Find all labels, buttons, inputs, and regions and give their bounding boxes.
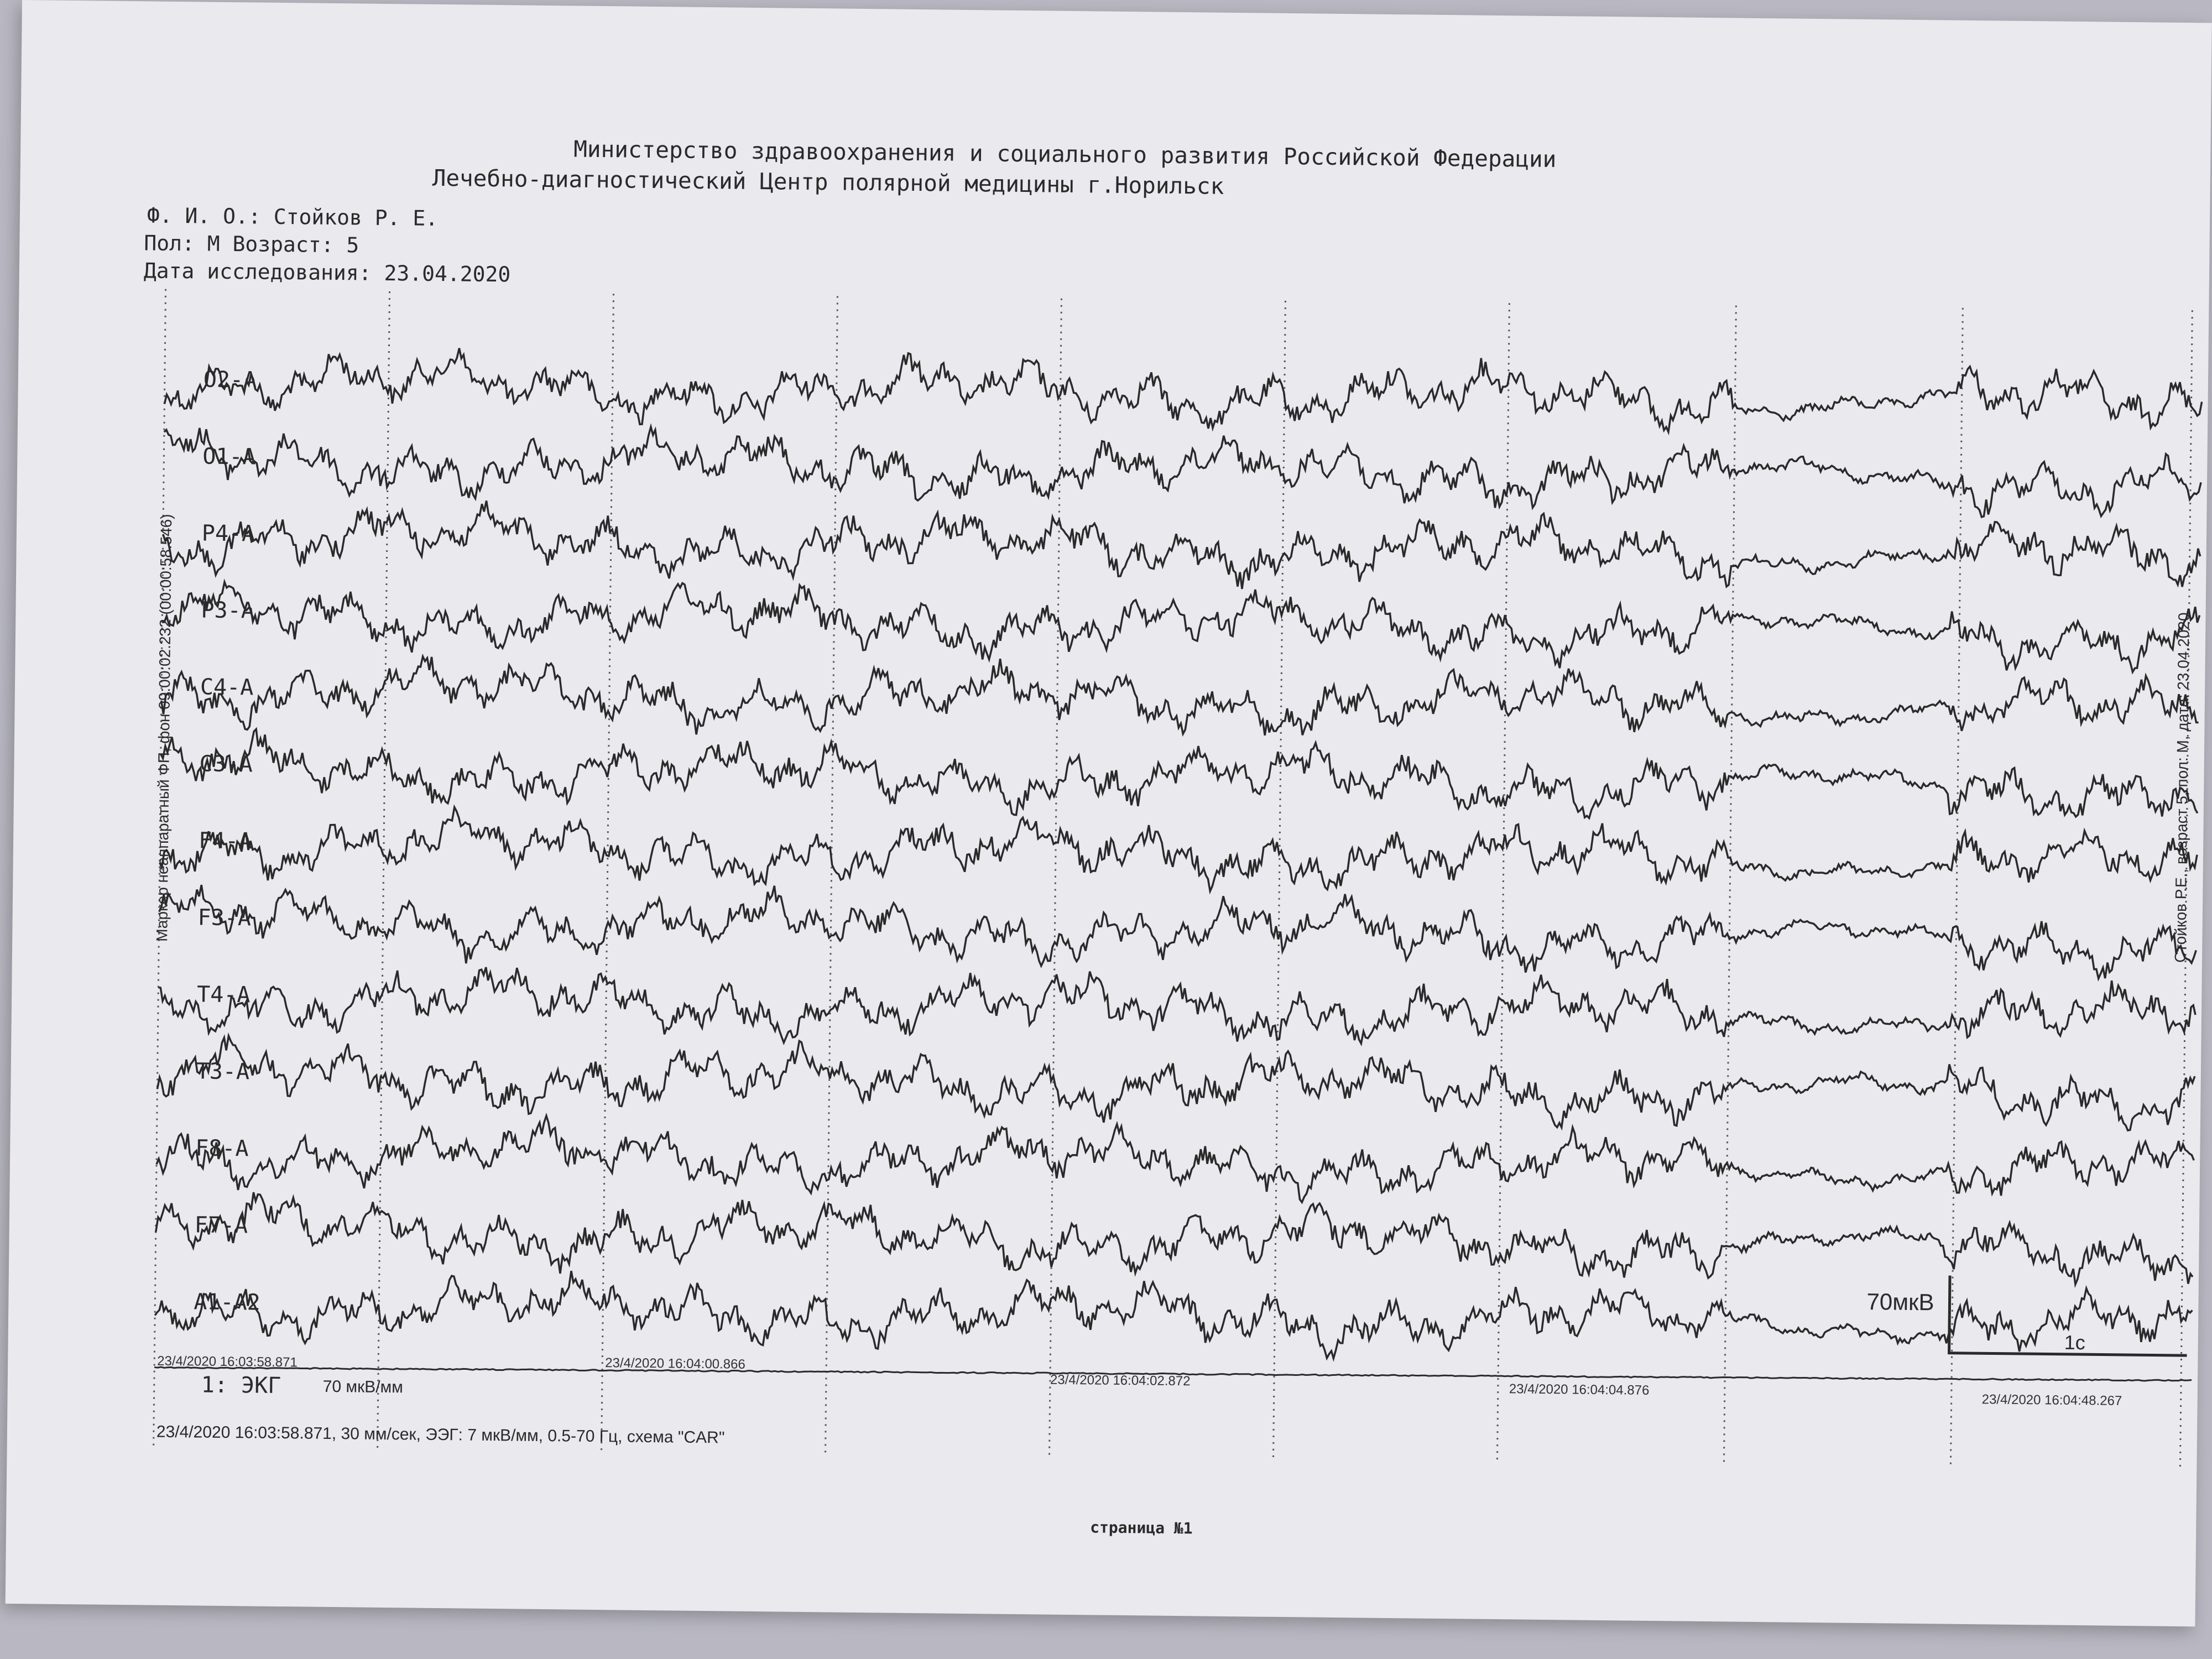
eeg-trace-o1-a	[164, 422, 2201, 519]
patient-name: Ф. И. О.: Стойков Р. Е.	[147, 203, 439, 231]
time-gridline	[1497, 303, 1509, 1464]
ecg-channel-label: 1: ЭКГ	[201, 1372, 281, 1399]
eeg-trace-f4-a	[159, 804, 2197, 901]
eeg-trace-c4-a	[161, 650, 2199, 750]
clinic-title: Лечебно-диагностический Центр полярной медицины г.Норильск	[432, 164, 1224, 200]
channel-label: P3-A	[201, 597, 255, 624]
eeg-printout-page	[6, 0, 2212, 1626]
timestamp-label: 23/4/2020 16:04:00.866	[605, 1355, 745, 1372]
timestamp-label: 23/4/2020 16:04:48.267	[1981, 1392, 2122, 1408]
channel-label: F3-A	[197, 905, 252, 931]
channel-label: F4-A	[198, 828, 252, 854]
channel-label: F8-A	[195, 1135, 249, 1162]
channel-label: O2-A	[203, 367, 257, 393]
exam-date: Дата исследования: 23.04.2020	[143, 258, 511, 287]
channel-label: A1-A2	[194, 1289, 261, 1316]
eeg-trace-t4-a	[158, 960, 2195, 1057]
eeg-trace-f3-a	[159, 879, 2197, 982]
channel-label: T4-A	[196, 982, 251, 1008]
calibration-amplitude-label: 70мкВ	[1866, 1288, 1934, 1316]
eeg-traces	[155, 345, 2203, 1368]
channel-label: C3-A	[199, 751, 253, 778]
eeg-trace-p3-a	[162, 578, 2200, 675]
channel-label: F7-A	[194, 1212, 248, 1239]
timestamp-label: 23/4/2020 16:03:58.871	[157, 1353, 298, 1370]
patient-sex-age: Пол: М Возраст: 5	[144, 231, 359, 258]
time-gridline	[1950, 308, 1963, 1469]
channel-label: O1-A	[202, 444, 256, 470]
eeg-trace-p4-a	[163, 497, 2200, 599]
channel-label: P4-A	[201, 520, 255, 547]
channel-label: T3-A	[196, 1058, 250, 1085]
timestamp-label: 23/4/2020 16:04:04.876	[1509, 1381, 1650, 1398]
eeg-trace-c3-a	[160, 728, 2198, 827]
left-margin-marker-text: Маркер неаппаратный ФП, фон 09:00:02.232 (00:00:58.546)	[153, 514, 175, 942]
eeg-trace-f8-a	[156, 1112, 2194, 1212]
ministry-title: Министерство здравоохранения и социального развития Российской Федерации	[573, 135, 1557, 173]
time-gridline	[825, 296, 837, 1457]
right-margin-patient-text: Стойков Р.Е., возраст 5, пол: М, дата: 23.04.2020	[2171, 612, 2193, 963]
channel-label: C4-A	[200, 674, 254, 701]
page-number: страница №1	[1090, 1518, 1193, 1538]
time-gridline	[1724, 305, 1736, 1467]
eeg-trace-f7-a	[155, 1191, 2193, 1291]
eeg-trace-t3-a	[157, 1034, 2195, 1134]
eeg-trace-o2-a	[164, 345, 2202, 441]
recording-parameters: 23/4/2020 16:03:58.871, 30 мм/сек, ЭЭГ: 7 мкВ/мм, 0.5-70 Гц, схема "CAR"	[156, 1422, 725, 1447]
eeg-trace-a1-a2	[155, 1266, 2193, 1367]
timestamp-label: 23/4/2020 16:04:02.872	[1050, 1372, 1191, 1389]
calibration-time-label: 1с	[2064, 1331, 2086, 1354]
ecg-scale-label: 70 мкВ/мм	[322, 1377, 404, 1397]
